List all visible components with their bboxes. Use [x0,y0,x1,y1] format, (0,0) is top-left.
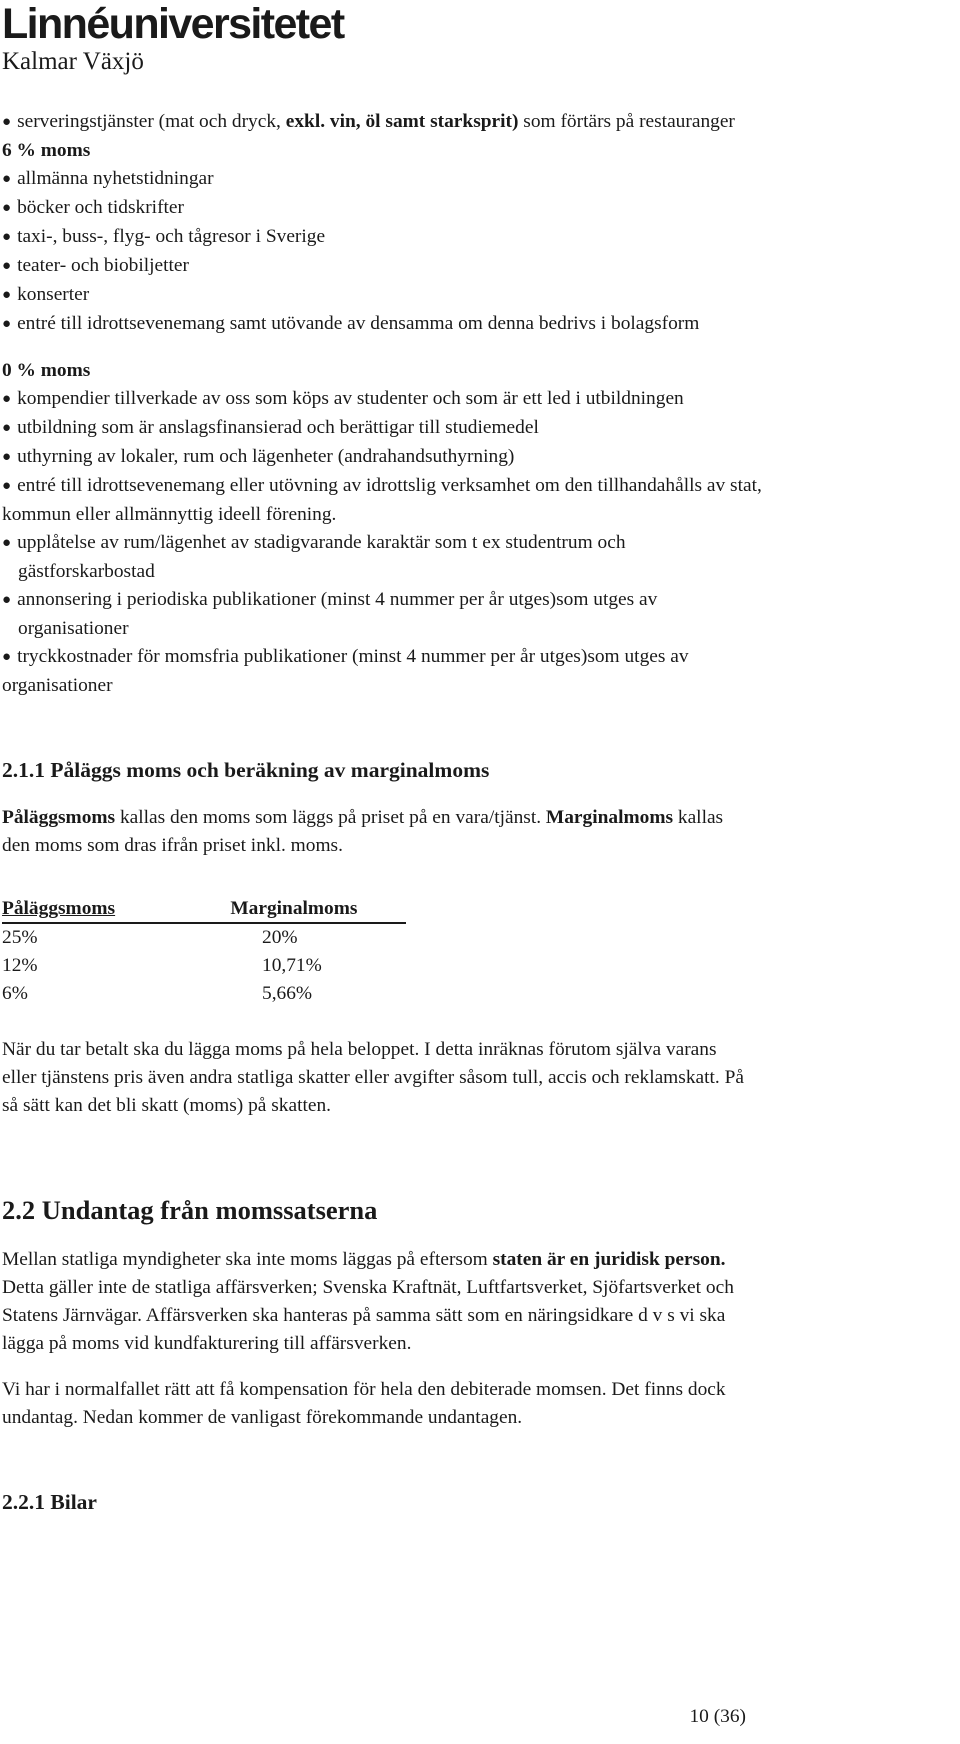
list-item-continuation: gästforskarbostad [18,561,155,582]
list-item: ● upplåtelse av rum/lägenhet av stadigvarande karaktär som t ex studentrum och [2,529,954,558]
table-cell: 20% [262,927,298,948]
table-cell: 6% [2,983,28,1004]
list-item: ● entré till idrottsevenemang eller utövning av idrottslig verksamhet om den tillhandahålls av stat, [2,472,954,501]
table-header [2,896,406,924]
table-header-cell: Marginalmoms [230,898,358,919]
list-item: ● kompendier tillverkade av oss som köps av studenter och som är ett led i utbildningen [2,385,954,414]
paragraph-line: Detta gäller inte de statliga affärsverken; Svenska Kraftnät, Luftfartsverket, Sjöfartsverket och [2,1277,734,1298]
list-item-continuation: organisationer [18,618,129,639]
table-header-cell: Påläggsmoms [2,898,116,919]
table-cell: 5,66% [262,983,313,1004]
table-cell: 25% [2,927,38,948]
list-item: ● uthyrning av lokaler, rum och lägenheter (andrahandsuthyrning) [2,443,954,472]
list-item: ● taxi-, buss-, flyg- och tågresor i Sverige [2,223,954,252]
list-item-continuation: kommun eller allmännyttig ideell förening. [2,504,337,525]
table-cell: 10,71% [262,955,322,976]
list-item: ● utbildning som är anslagsfinansierad och berättigar till studiemedel [2,414,954,443]
paragraph-line: undantag. Nedan kommer de vanligast förekommande undantagen. [2,1407,523,1428]
list-item: ● böcker och tidskrifter [2,194,954,223]
list-item: ● entré till idrottsevenemang samt utövande av densamma om denna bedrivs i bolagsform [2,310,954,339]
paragraph-line: den moms som dras ifrån priset inkl. moms. [2,835,343,856]
section-0-heading: 0 % moms [2,360,91,381]
paragraph-line: Mellan statliga myndigheter ska inte moms läggas på eftersom staten är en juridisk person. [2,1249,726,1270]
list-item: ● tryckkostnader för momsfria publikationer (minst 4 nummer per år utges)som utges av [2,643,954,672]
document-content [2,108,954,1518]
section-heading: 2.2.1 Bilar [2,1490,97,1514]
list-item: ● allmänna nyhetstidningar [2,165,954,194]
paragraph-line: När du tar betalt ska du lägga moms på hela beloppet. I detta inräknas förutom själva varans [2,1039,717,1060]
table-row [2,980,954,1008]
university-logo [2,0,344,75]
paragraph-line: Vi har i normalfallet rätt att få kompensation för hela den debiterade momsen. Det finns dock [2,1379,726,1400]
page-number: 10 (36) [689,1706,746,1727]
list-item: ● konserter [2,281,954,310]
section-heading: 2.1.1 Påläggs moms och beräkning av marginalmoms [2,758,490,782]
list-item: ● serveringstjänster (mat och dryck, exkl. vin, öl samt starksprit) som förtärs på restauranger [2,108,954,137]
list-item-continuation: organisationer [2,675,113,696]
table-row [2,924,954,952]
section-heading: 2.2 Undantag från momssatserna [2,1195,378,1225]
section-6-heading: 6 % moms [2,140,91,161]
paragraph-line: Påläggsmoms kallas den moms som läggs på priset på en vara/tjänst. Marginalmoms kallas [2,807,724,828]
table-cell: 12% [2,955,38,976]
list-item: ● annonsering i periodiska publikationer (minst 4 nummer per år utges)som utges av [2,586,954,615]
paragraph-line: så sätt kan det bli skatt (moms) på skatten. [2,1095,332,1116]
logo-subtitle: Kalmar Växjö [2,48,144,75]
paragraph-line: eller tjänstens pris även andra statliga skatter eller avgifter såsom tull, accis och reklamskatt. På [2,1067,744,1088]
paragraph-line: lägga på moms vid kundfakturering till affärsverken. [2,1333,412,1354]
logo-name: Linnéuniversitetet [2,0,344,48]
paragraph-line: Statens Järnvägar. Affärsverken ska hanteras på samma sätt som en näringsidkare d v s vi ska [2,1305,726,1326]
vat-rate-table [2,896,954,1008]
table-row [2,952,954,980]
list-item: ● teater- och biobiljetter [2,252,954,281]
